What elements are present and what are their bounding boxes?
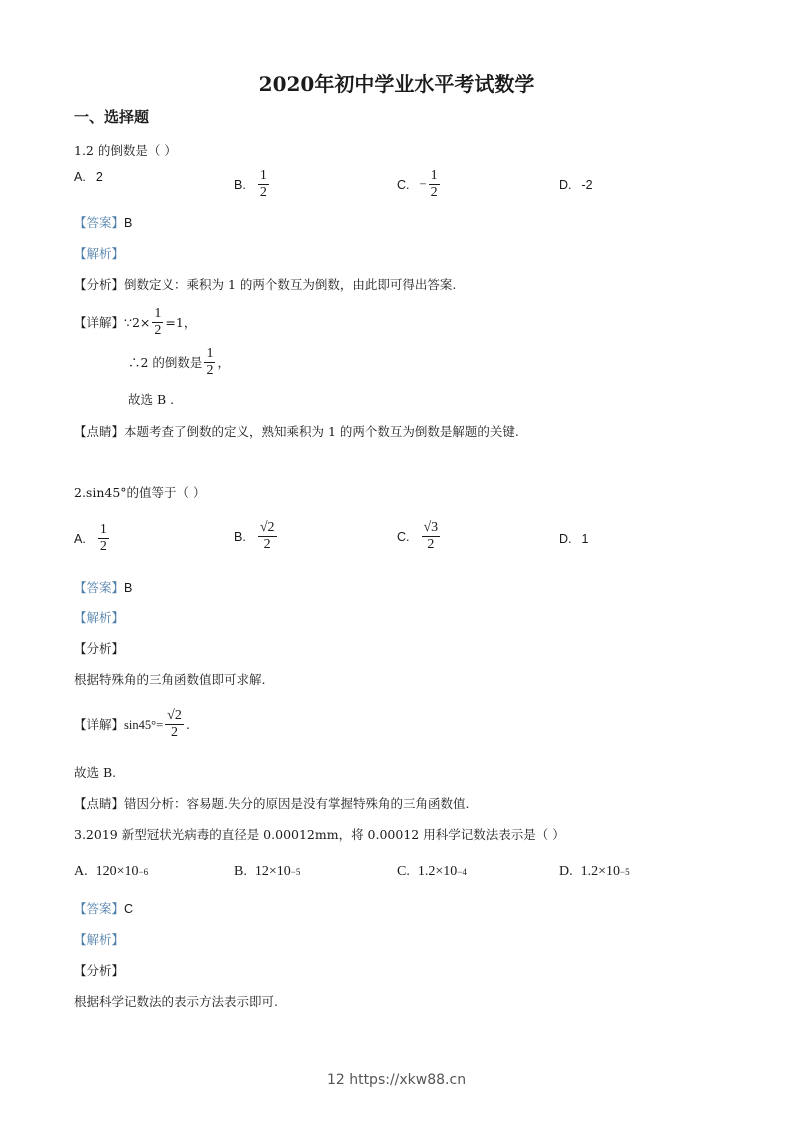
fraction: $\frac{1}{2}$ [206,346,214,378]
option-value: 1 [581,532,589,546]
q3-option-b: B. 12×10 −5 [234,864,301,879]
q3-answer [74,901,133,917]
option-label: A. [74,531,86,546]
q1-option-b [234,168,271,201]
q1-answer [74,215,132,231]
fraction: $\frac{1}{2}$ [99,522,107,554]
q1-detail-line3: 故选 B . [128,392,175,407]
q2-analysis-label: 【解析】 [74,610,125,625]
q1-option-d [559,178,593,192]
option-value: 2 [95,170,103,184]
q2-answer [74,580,132,596]
answer-label: 【答案】 [74,215,125,230]
q2-option-a [74,522,111,555]
dianjing-label: 【点睛】 [74,796,125,811]
q2-option-c [397,520,442,553]
q1-fenxi: 【分析】倒数定义：乘积为 1 的两个数互为倒数，由此即可得出答案. [74,277,457,292]
q2-fenxi-label: 【分析】 [74,641,125,656]
option-label: A. [74,864,88,879]
q1-option-c [397,168,442,201]
fraction: $\frac{√3}{2}$ [423,520,439,552]
q3-stem: 3.2019 新型冠状光病毒的直径是 0.00012mm，将 0.00012 用科学记数法表示是（ ） [74,827,565,842]
option-label: B. [234,177,246,192]
q3-fenxi-text: 根据科学记数法的表示方法表示即可. [74,994,278,1009]
q1-analysis-label: 【解析】 [74,246,125,261]
answer-value: C [124,902,134,916]
q1-detail-line1: 【详解】 ∵2× $\frac{1}{2}$ =1， [74,306,197,338]
fraction: $\frac{1}{2}$ [259,168,267,200]
answer-value: B [124,216,133,230]
fraction: $\frac{√2}{2}$ [259,520,275,552]
fraction: $\frac{1}{2}$ [430,168,438,200]
answer-value: B [124,581,133,595]
q2-dianjing: 【点睛】错因分析：容易题.失分的原因是没有掌握特殊角的三角函数值. [74,796,470,811]
q1-dianjing: 【点睛】本题考查了倒数的定义，熟知乘积为 1 的两个数互为倒数是解题的关键. [74,424,519,439]
minus-sign: − [419,177,427,191]
fraction: $\frac{√2}{2}$ [167,708,182,740]
option-label: B. [234,864,247,879]
q2-fenxi-text: 根据特殊角的三角函数值即可求解. [74,672,266,687]
q2-option-b [234,520,279,553]
page-title: 2020年初中学业水平考试数学 [258,72,535,96]
q2-stem: 2.sin45°的值等于（ ） [74,485,206,500]
q1-detail-line2: ∴2 的倒数是 $\frac{1}{2}$ ， [128,346,230,378]
detail-label: 【详解】 [74,716,125,732]
fraction: $\frac{1}{2}$ [154,306,162,338]
option-label: C. [397,177,410,192]
section-heading: 一、选择题 [74,108,150,126]
q1-option-a [74,170,103,184]
q3-option-c: C. 1.2×10 −4 [397,864,467,879]
q2-option-d [559,532,588,546]
option-label: C. [397,864,410,879]
option-value: -2 [581,178,593,192]
q1-stem: 1.2 的倒数是（ ） [74,143,177,158]
page-footer: 12 https://xkw88.cn [326,1072,467,1088]
dianjing-label: 【点睛】 [74,424,125,439]
q3-option-a: A. 120×10 −6 [74,864,149,879]
option-label: B. [234,529,246,544]
detail-label: 【详解】 [74,314,125,330]
fenxi-label: 【分析】 [74,277,125,292]
option-label: A. [74,170,86,184]
answer-label: 【答案】 [74,580,125,595]
q3-option-d: D. 1.2×10 −5 [559,864,630,879]
option-label: D. [559,532,572,546]
q3-analysis-label: 【解析】 [74,932,125,947]
answer-label: 【答案】 [74,901,125,916]
option-label: D. [559,864,573,879]
q2-choose: 故选 B. [74,765,117,780]
option-label: D. [559,178,572,192]
q2-detail: 【详解】 sin45°= $\frac{√2}{2}$ . [74,708,190,740]
option-label: C. [397,529,410,544]
q3-fenxi-label: 【分析】 [74,963,125,978]
